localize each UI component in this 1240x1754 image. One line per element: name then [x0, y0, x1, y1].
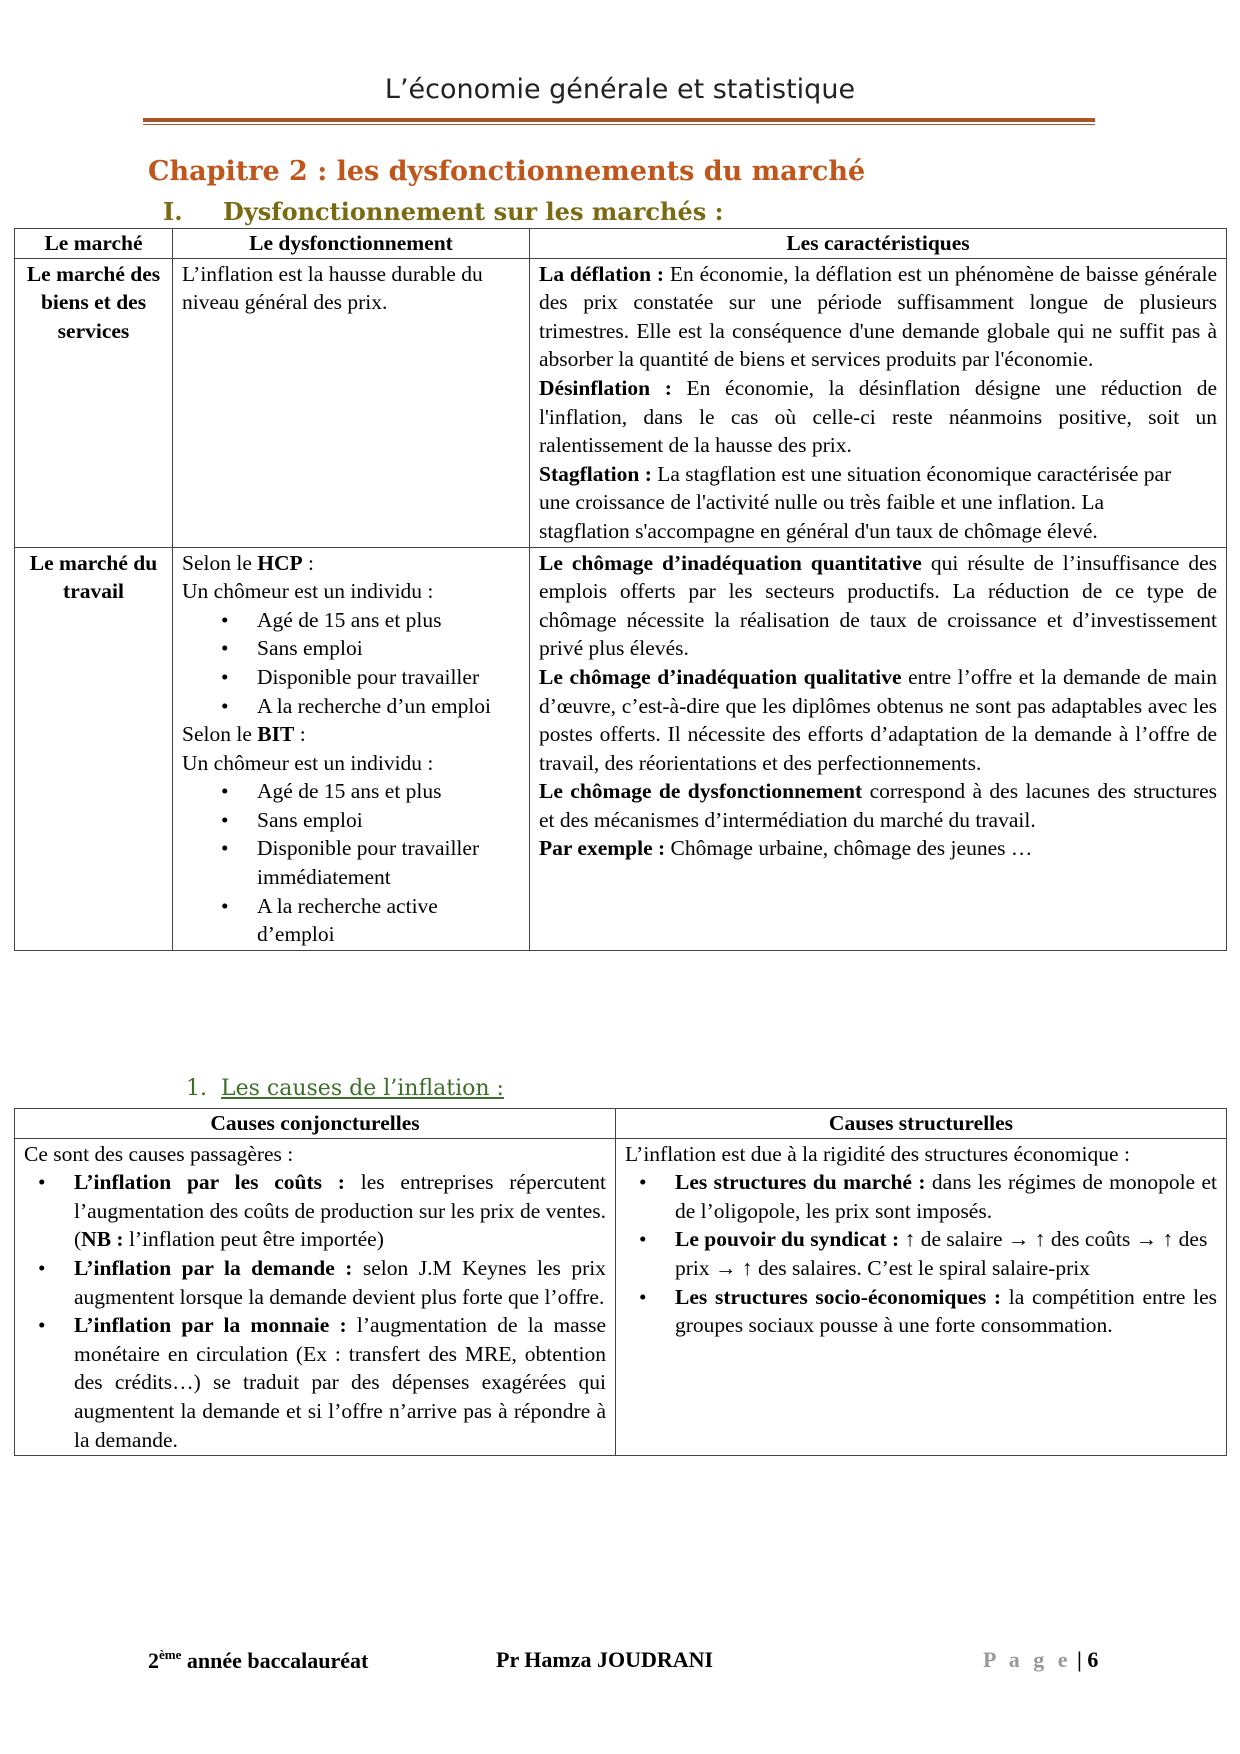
cause-term: Le pouvoir du syndicat : — [675, 1227, 900, 1252]
cause-text: la compétition entre les groupes sociaux pousse à une forte consommation. — [675, 1284, 1218, 1338]
term-dysfunction: Le chômage de dysfonctionnement — [539, 779, 863, 804]
dysfunction-cell — [173, 547, 530, 950]
hcp-prefix: Selon le — [182, 550, 258, 575]
deflation-paragraph — [539, 260, 1217, 374]
subsection-title — [186, 1076, 504, 1101]
header-rule-thin — [143, 124, 1095, 125]
list-item — [74, 1311, 606, 1454]
section-title — [163, 197, 723, 226]
footer-level — [148, 1647, 368, 1674]
chapter-title: Chapitre 2 : les dysfonctionnements du marché — [148, 156, 866, 187]
page-number: 6 — [1087, 1647, 1099, 1672]
bit-criteria-list — [182, 777, 520, 949]
dysfunction-cell: L’inflation est la hausse durable du niveau général des prix. — [173, 258, 530, 547]
col-header-characteristics: Les caractéristiques — [530, 229, 1227, 259]
market-cell: Le marché des biens et des services — [15, 258, 173, 547]
dysfunction-text: correspond à des lacunes des structures et des mécanismes d’intermédiation du marché du travail. — [539, 779, 1217, 832]
list-item — [74, 1168, 606, 1254]
footer-level-number: 2 — [148, 1648, 159, 1673]
hcp-criteria-list — [182, 606, 520, 720]
example-text: Chômage urbaine, chômage des jeunes … — [665, 836, 1033, 861]
list-item: • Disponible pour travailler immédiatement — [257, 834, 520, 891]
dysfunction-table — [14, 228, 1227, 951]
list-item: • A la recherche d’un emploi — [257, 692, 520, 721]
nb-label: NB : — [81, 1227, 124, 1252]
term-deflation: La déflation : — [539, 261, 665, 286]
list-item — [74, 1254, 606, 1311]
bit-suffix: : — [294, 722, 306, 747]
table-header-row — [15, 1109, 1227, 1139]
cause-term: L’inflation par la monnaie : — [74, 1313, 347, 1338]
list-item: • Sans emploi — [257, 806, 520, 835]
col-header-market: Le marché — [15, 229, 173, 259]
document-header-title: L’économie générale et statistique — [384, 74, 856, 105]
cause-term: L’inflation par les coûts : — [74, 1170, 345, 1195]
bit-prefix: Selon le — [182, 722, 258, 747]
stagflation-paragraph — [539, 460, 1217, 546]
section-number: I. — [163, 197, 183, 226]
quantitative-unemployment-paragraph — [539, 549, 1217, 663]
term-quantitative: Le chômage d’inadéquation quantitative — [539, 550, 922, 575]
qualitative-text: entre l’offre et la demande de main d’œuvre, c’est-à-dire que les diplômes obtenus ne sont pas adaptables avec les postes offerts. Il nécessite des efforts d’adaptation de la demande à l’offre de travail, des réorientations et des perfectionnements. — [539, 664, 1217, 775]
characteristics-cell — [530, 258, 1227, 547]
footer-author: Pr Hamza JOUDRANI — [496, 1647, 714, 1672]
subsection-number: 1. — [186, 1076, 207, 1101]
cause-term: Les structures du marché : — [675, 1170, 926, 1195]
disinflation-paragraph — [539, 374, 1217, 460]
bit-line — [182, 720, 520, 749]
col-header-conjunctural: Causes conjoncturelles — [15, 1109, 616, 1139]
table-row — [15, 1138, 1227, 1456]
hcp-suffix: : — [302, 550, 314, 575]
col-header-structural: Causes structurelles — [616, 1109, 1227, 1139]
structural-intro: L’inflation est due à la rigidité des structures économique : — [625, 1141, 1130, 1166]
page-separator: | — [1071, 1647, 1088, 1672]
term-stagflation: Stagflation : — [539, 461, 652, 486]
structural-causes-cell — [616, 1138, 1227, 1456]
list-item — [675, 1168, 1217, 1225]
list-item: • Sans emploi — [257, 634, 520, 663]
dysfunction-unemployment-paragraph — [539, 777, 1217, 834]
cause-term: L’inflation par la demande : — [74, 1255, 353, 1280]
term-example: Par exemple : — [539, 836, 666, 861]
list-item: • Agé de 15 ans et plus — [257, 777, 520, 806]
term-disinflation: Désinflation : — [539, 375, 672, 400]
hcp-intro: Un chômeur est un individu : — [182, 579, 434, 604]
cause-text: selon J.M Keynes les prix augmentent lorsque la demande devient plus forte que l’offre. — [74, 1255, 606, 1309]
footer-level-text: année baccalauréat — [181, 1648, 369, 1673]
footer-level-superscript: ème — [159, 1647, 182, 1662]
disinflation-text: En économie, la désinflation désigne une réduction de l'inflation, dans le cas où celle-ci reste néanmoins positive, soit un ralentissement de la hausse des prix. — [539, 375, 1218, 458]
page-label: P a g e — [983, 1647, 1072, 1672]
footer-page — [983, 1647, 1098, 1673]
cause-text: les entreprises répercutent l’augmentation des coûts de production sur les prix de ventes. ( — [74, 1170, 606, 1252]
list-item: • Agé de 15 ans et plus — [257, 606, 520, 635]
term-qualitative: Le chômage d’inadéquation qualitative — [539, 664, 902, 689]
conjunctural-causes-list — [24, 1168, 606, 1454]
example-paragraph — [539, 834, 1217, 863]
inflation-causes-table — [14, 1108, 1227, 1456]
qualitative-unemployment-paragraph — [539, 663, 1217, 777]
header-rule — [143, 118, 1095, 122]
hcp-line — [182, 549, 520, 578]
hcp-acronym: HCP — [257, 550, 303, 575]
deflation-text: En économie, la déflation est un phénomène de baisse générale des prix constatée sur une période suffisamment longue de plusieurs trimestres. Elle est la conséquence d'une demande globale qui ne suffit pas à absorber la quantité de biens et services produits par l'économie. — [539, 261, 1217, 372]
cause-text: dans les régimes de monopole et de l’oligopole, les prix sont imposés. — [675, 1170, 1217, 1223]
section-label: Dysfonctionnement sur les marchés : — [223, 197, 724, 226]
bit-acronym: BIT — [257, 722, 295, 747]
quantitative-text: qui résulte de l’insuffisance des emplois offerts par les secteurs productifs. La réduction de ce type de chômage nécessite la réalisation de taux de croissance et d’investissement privé plus élevés. — [539, 550, 1218, 661]
cause-text: l’augmentation de la masse monétaire en circulation (Ex : transfert des MRE, obtention des crédits…) se traduit par des dépenses exagérées qui augmentent la demande et si l’offre n’arrive pas à répondre à la demande. — [74, 1313, 606, 1452]
list-item — [675, 1283, 1217, 1340]
stagflation-text: La stagflation est une situation économique caractérisée par une croissance de l'activité nulle ou très faible et une inflation. La stagflation s'accompagne en général d'un taux de chômage élevé. — [539, 461, 1172, 543]
list-item: • A la recherche active d’emploi — [257, 892, 520, 949]
cause-text-note: l’inflation peut être importée) — [123, 1227, 384, 1252]
col-header-dysfunction: Le dysfonctionnement — [173, 229, 530, 259]
subsection-label: Les causes de l’inflation : — [221, 1076, 504, 1101]
cause-text: ↑ de salaire → ↑ des coûts → ↑ des prix → ↑ des salaires. C’est le spiral salaire-prix — [675, 1227, 1208, 1280]
characteristics-cell — [530, 547, 1227, 950]
market-cell: Le marché du travail — [15, 547, 173, 950]
list-item — [675, 1225, 1217, 1282]
conjunctural-causes-cell — [15, 1138, 616, 1456]
bit-intro: Un chômeur est un individu : — [182, 750, 434, 775]
table-row-labor-market — [15, 547, 1227, 950]
table-row-goods-market — [15, 258, 1227, 547]
table-header-row — [15, 229, 1227, 259]
cause-term: Les structures socio-économiques : — [675, 1284, 1002, 1309]
structural-causes-list — [625, 1168, 1217, 1340]
conjunctural-intro: Ce sont des causes passagères : — [24, 1141, 294, 1166]
list-item: • Disponible pour travailler — [257, 663, 520, 692]
